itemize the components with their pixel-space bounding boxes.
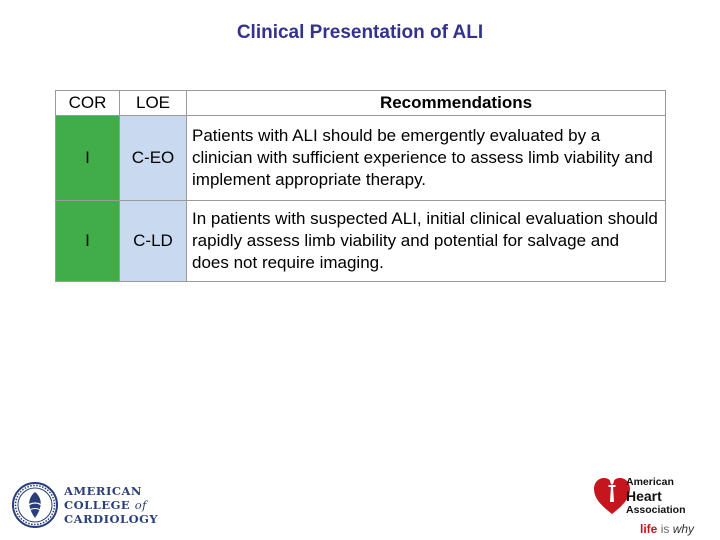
recommendations-table xyxy=(55,90,666,282)
slide-title: Clinical Presentation of ALI xyxy=(236,22,484,43)
acc-seal-icon xyxy=(12,482,58,528)
loe-cell: C-EO xyxy=(120,116,187,201)
table-row xyxy=(56,201,666,282)
header-recommendations: Recommendations xyxy=(187,91,666,116)
recommendation-cell: Patients with ALI should be emergently evaluated by a clinician with sufficient experience to assess limb viability and implement appropriate therapy. xyxy=(187,116,666,201)
table-row xyxy=(56,116,666,201)
cor-cell: I xyxy=(56,201,120,282)
acc-wordmark: AMERICAN COLLEGE of CARDIOLOGY xyxy=(64,484,159,526)
aha-wordmark: American Heart Association xyxy=(626,476,686,516)
aha-tagline: life is why xyxy=(640,522,695,536)
acc-logo xyxy=(12,482,162,530)
header-loe: LOE xyxy=(120,91,187,116)
loe-cell: C-LD xyxy=(120,201,187,282)
table-header-row xyxy=(56,91,666,116)
aha-logo xyxy=(592,470,712,536)
recommendation-cell: In patients with suspected ALI, initial clinical evaluation should rapidly assess limb viability and potential for salvage and does not require imaging. xyxy=(187,201,666,282)
header-cor: COR xyxy=(56,91,120,116)
cor-cell: I xyxy=(56,116,120,201)
